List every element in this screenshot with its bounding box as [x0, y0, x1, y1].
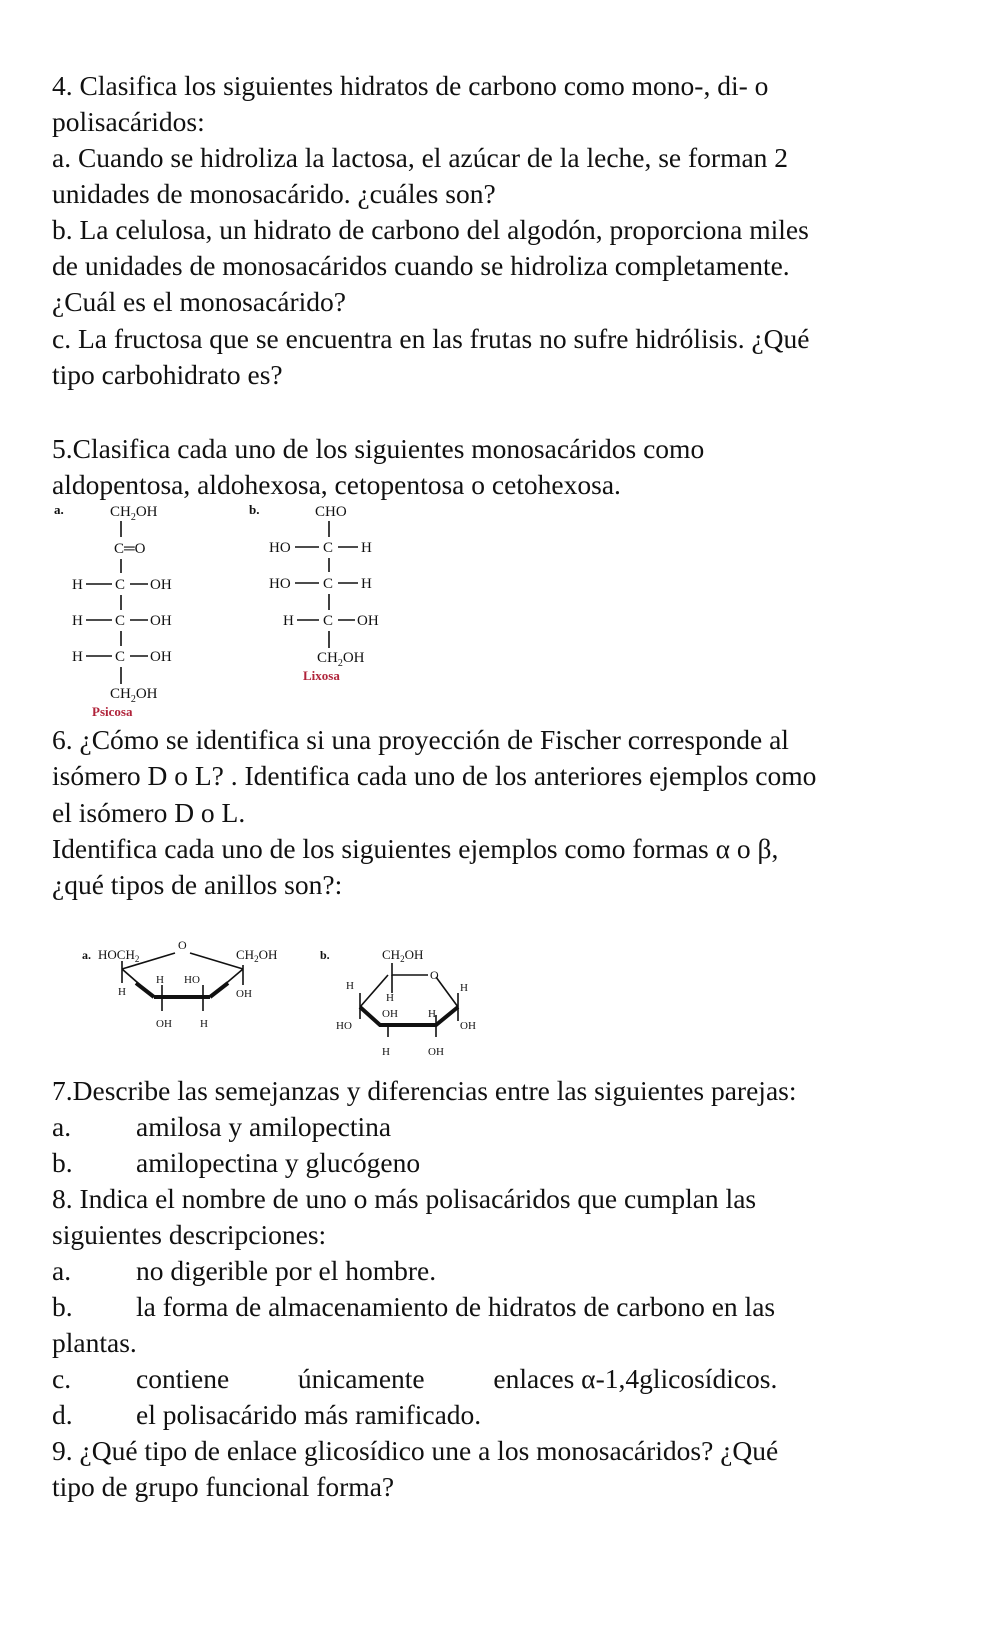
ring-b-label-1: H: [346, 980, 354, 992]
ring-b-ch2oh: $CH_2OH$: [382, 947, 424, 964]
fig-b-row1-c: C: [323, 540, 334, 556]
q7-item-a-text: amilosa y amilopectina: [136, 1111, 392, 1142]
fischer-psicosa: [50, 500, 240, 725]
q6-line-3: el isómero D o L.: [52, 797, 246, 828]
q7-item-b: [52, 1145, 420, 1181]
ring-b-label-2: H: [386, 992, 394, 1004]
ring-a-oxygen: O: [178, 938, 187, 952]
fig-a-row1-left: H: [72, 577, 83, 593]
q4-line-9: tipo carbohidrato es?: [52, 359, 283, 390]
q8-item-b-text: la forma de almacenamiento de hidratos de carbono en las: [136, 1291, 776, 1322]
q8-item-a: [52, 1253, 436, 1289]
q8-line-2: siguientes descripciones:: [52, 1219, 327, 1250]
fig-b-row1-right: H: [361, 540, 372, 556]
ring-a-label-3: H: [156, 974, 164, 986]
fischer-lixosa: [245, 500, 435, 690]
q4-line-1: 4. Clasifica los siguientes hidratos de carbono como mono-, di- o: [52, 70, 769, 101]
fig-a-row3-right: OH: [150, 649, 172, 665]
q8-item-d-text: el polisacárido más ramificado.: [136, 1399, 482, 1430]
fig-a-row1-c: C: [115, 577, 126, 593]
q8-item-d: [52, 1397, 481, 1433]
fig-a-bottom: $CH_2OH$: [110, 686, 158, 705]
q6-line-4: Identifica cada uno de los siguientes ejemplos como formas α o β,: [52, 833, 779, 864]
fig-b-top: CHO: [315, 504, 347, 520]
ring-b-label-9: OH: [428, 1046, 444, 1058]
fig-a-row3-left: H: [72, 649, 83, 665]
q7-item-b-text: amilopectina y glucógeno: [136, 1147, 421, 1178]
fig-b-row2-right: H: [361, 576, 372, 592]
q4-line-3: a. Cuando se hidroliza la lactosa, el azúcar de la leche, se forman 2: [52, 142, 789, 173]
q4-line-6: de unidades de monosacáridos cuando se hidroliza completamente.: [52, 250, 790, 281]
q7-item-b-mark: b.: [52, 1147, 73, 1178]
q8-item-b: [52, 1289, 775, 1325]
q4-line-5: b. La celulosa, un hidrato de carbono del algodón, proporciona miles: [52, 214, 809, 245]
fig-b-bottom: $CH_2OH$: [317, 650, 365, 669]
q8-item-c-text: contiene únicamente enlaces α-1,4glicosídicos.: [136, 1363, 778, 1394]
q8-item-b-mark: b.: [52, 1291, 73, 1322]
fig-b-letter: b.: [249, 502, 260, 517]
q6-line-5: ¿qué tipos de anillos son?:: [52, 869, 343, 900]
ring-b-label-7: OH: [460, 1020, 476, 1032]
ring-b-label-6: HO: [336, 1020, 352, 1032]
fig-b-row3-c: C: [323, 613, 334, 629]
q6-line-1: 6. ¿Cómo se identifica si una proyección de Fischer corresponde al: [52, 724, 789, 755]
ring-b-label-3: H: [460, 982, 468, 994]
ring-a-label-5: OH: [236, 988, 252, 1000]
q8-item-a-mark: a.: [52, 1255, 72, 1286]
fig-b-row2-left: HO: [269, 576, 291, 592]
ring-b-label-8: H: [382, 1046, 390, 1058]
ring-b-label-5: H: [428, 1008, 436, 1020]
ring-a-ch2oh: $CH_2OH$: [236, 947, 278, 964]
fig-a-row2-left: H: [72, 613, 83, 629]
ring-a-label-2: HO: [184, 974, 200, 986]
fig-b-row2-c: C: [323, 576, 334, 592]
q7-item-a-mark: a.: [52, 1111, 72, 1142]
fig-a-letter: a.: [54, 502, 64, 517]
fig-b-row3-left: H: [283, 613, 294, 629]
q8-item-a-text: no digerible por el hombre.: [136, 1255, 437, 1286]
q5-line-2: aldopentosa, aldohexosa, cetopentosa o cetohexosa.: [52, 469, 621, 500]
fig-a-row2-c: C: [115, 613, 126, 629]
q7-title: 7.Describe las semejanzas y diferencias entre las siguientes parejas:: [52, 1075, 797, 1106]
q8-line-1: 8. Indica el nombre de uno o más polisacáridos que cumplan las: [52, 1183, 757, 1214]
q9-line-2: tipo de grupo funcional forma?: [52, 1471, 395, 1502]
ring-a-hoch2: $HOCH_2$: [98, 947, 140, 964]
haworth-ring-a: [80, 935, 320, 1045]
fig-a-row3-c: C: [115, 649, 126, 665]
ring-b-letter: b.: [320, 948, 330, 962]
ring-a-label-4: OH: [156, 1018, 172, 1030]
q4-line-2: polisacáridos:: [52, 106, 205, 137]
fig-b-row3-right: OH: [357, 613, 379, 629]
fig-a-caption: Psicosa: [92, 704, 133, 719]
q8-item-d-mark: d.: [52, 1399, 73, 1430]
q8-item-c-mark: c.: [52, 1363, 72, 1394]
ring-b-label-4: OH: [382, 1008, 398, 1020]
ring-b-oxygen: O: [430, 968, 439, 982]
q4-line-8: c. La fructosa que se encuentra en las frutas no sufre hidrólisis. ¿Qué: [52, 323, 810, 354]
fig-b-row1-left: HO: [269, 540, 291, 556]
q9-line-1: 9. ¿Qué tipo de enlace glicosídico une a los monosacáridos? ¿Qué: [52, 1435, 779, 1466]
ring-a-label-1: H: [118, 986, 126, 998]
q8-item-b-continuation: plantas.: [52, 1327, 137, 1358]
fig-a-row1-right: OH: [150, 577, 172, 593]
q6-line-2: isómero D o L? . Identifica cada uno de los anteriores ejemplos como: [52, 760, 817, 791]
q4-line-4: unidades de monosacárido. ¿cuáles son?: [52, 178, 496, 209]
fig-a-top: $CH_2OH$: [110, 504, 158, 523]
q8-item-c: [52, 1361, 777, 1397]
q5-line-1: 5.Clasifica cada uno de los siguientes monosacáridos como: [52, 433, 705, 464]
fig-a-carbonyl: C═O: [114, 541, 146, 557]
ring-a-letter: a.: [82, 948, 91, 962]
fig-b-caption: Lixosa: [303, 668, 340, 683]
q4-line-7: ¿Cuál es el monosacárido?: [52, 286, 346, 317]
ring-a-label-6: H: [200, 1018, 208, 1030]
haworth-ring-b: [318, 935, 498, 1065]
q7-item-a: [52, 1109, 391, 1145]
fig-a-row2-right: OH: [150, 613, 172, 629]
